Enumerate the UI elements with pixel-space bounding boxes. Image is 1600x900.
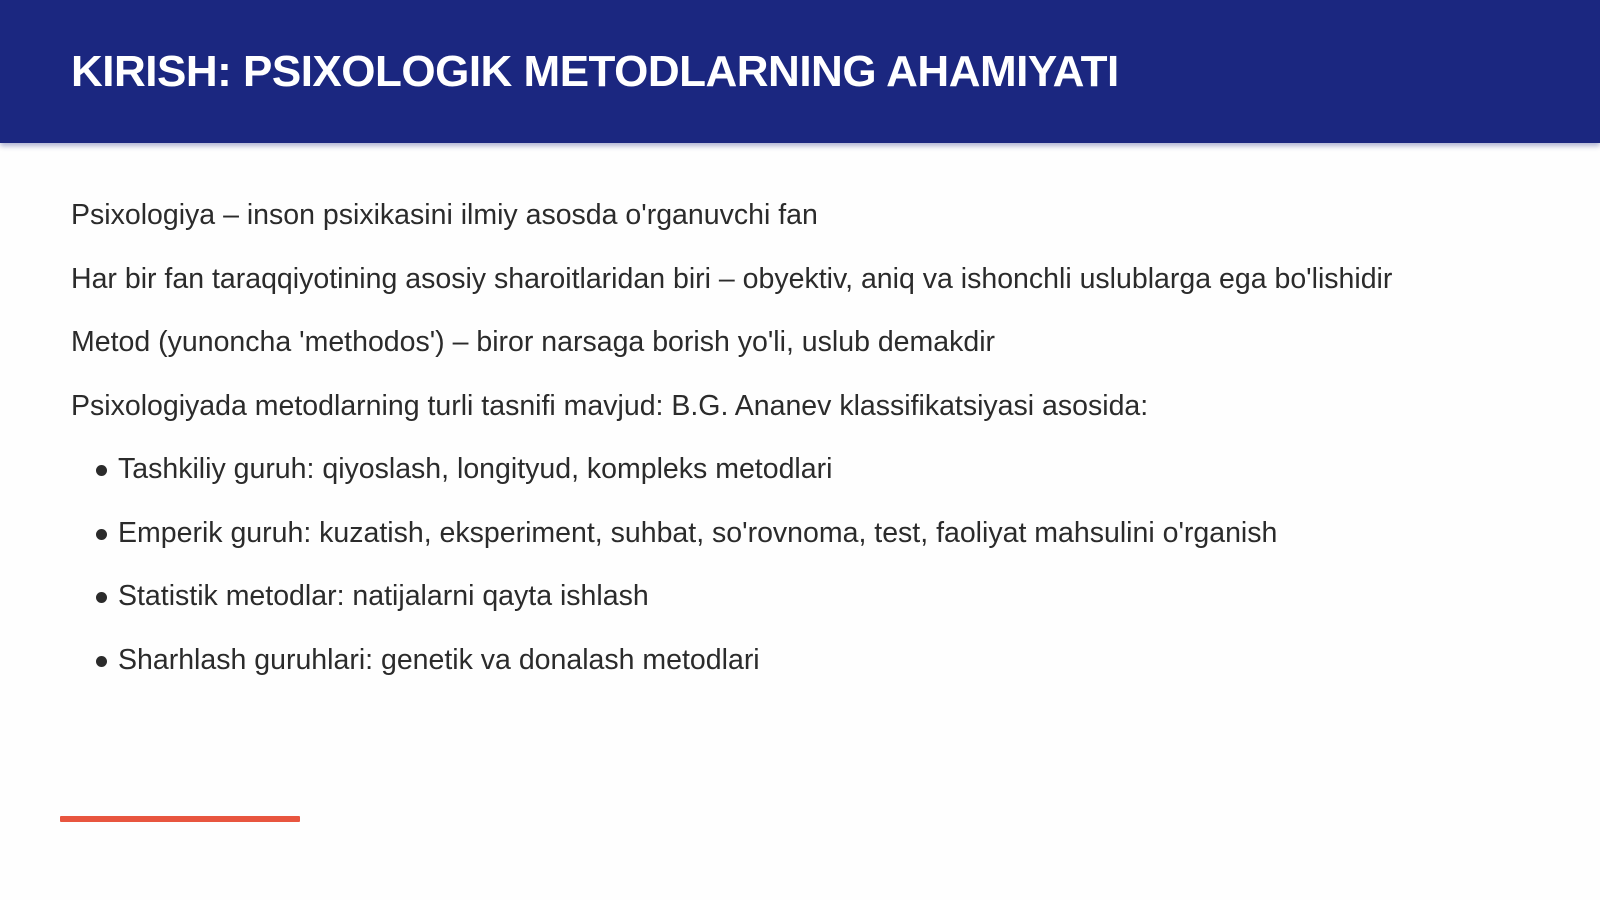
title-bar: [0, 0, 1600, 143]
bullet-dot-icon: [96, 592, 107, 603]
bullet-text: Tashkiliy guruh: qiyoslash, longityud, kompleks metodlari: [118, 453, 833, 485]
bullet-dot-icon: [96, 465, 107, 476]
bullet-item: [71, 629, 1571, 693]
body-paragraph: Psixologiyada metodlarning turli tasnifi mavjud: B.G. Ananev klassifikatsiyasi asosida:: [71, 389, 1149, 422]
slide-title: KIRISH: PSIXOLOGIK METODLARNING AHAMIYATI: [71, 47, 1119, 96]
bullet-item: [71, 565, 1571, 629]
body-paragraph: Psixologiya – inson psixikasini ilmiy asosda o'rganuvchi fan: [71, 199, 818, 231]
slide-body: [71, 184, 1571, 692]
bullet-text: Sharhlash guruhlari: genetik va donalash metodlari: [118, 643, 760, 676]
body-paragraph: Metod (yunoncha 'methodos') – biror narsaga borish yo'li, uslub demakdir: [71, 326, 996, 358]
bullet-text: Statistik metodlar: natijalarni qayta ishlash: [118, 580, 649, 612]
bullet-list: [71, 438, 1571, 692]
accent-underline: [60, 816, 300, 822]
bullet-item: [71, 502, 1571, 566]
bullet-text: Emperik guruh: kuzatish, eksperiment, suhbat, so'rovnoma, test, faoliyat mahsulini o'rganish: [118, 516, 1278, 549]
body-paragraph: Har bir fan taraqqiyotining asosiy sharoitlaridan biri – obyektiv, aniq va ishonchli uslublarga ega bo'lishidir: [71, 262, 1393, 295]
bullet-dot-icon: [96, 529, 107, 540]
bullet-dot-icon: [96, 656, 107, 667]
bullet-item: [71, 438, 1571, 502]
